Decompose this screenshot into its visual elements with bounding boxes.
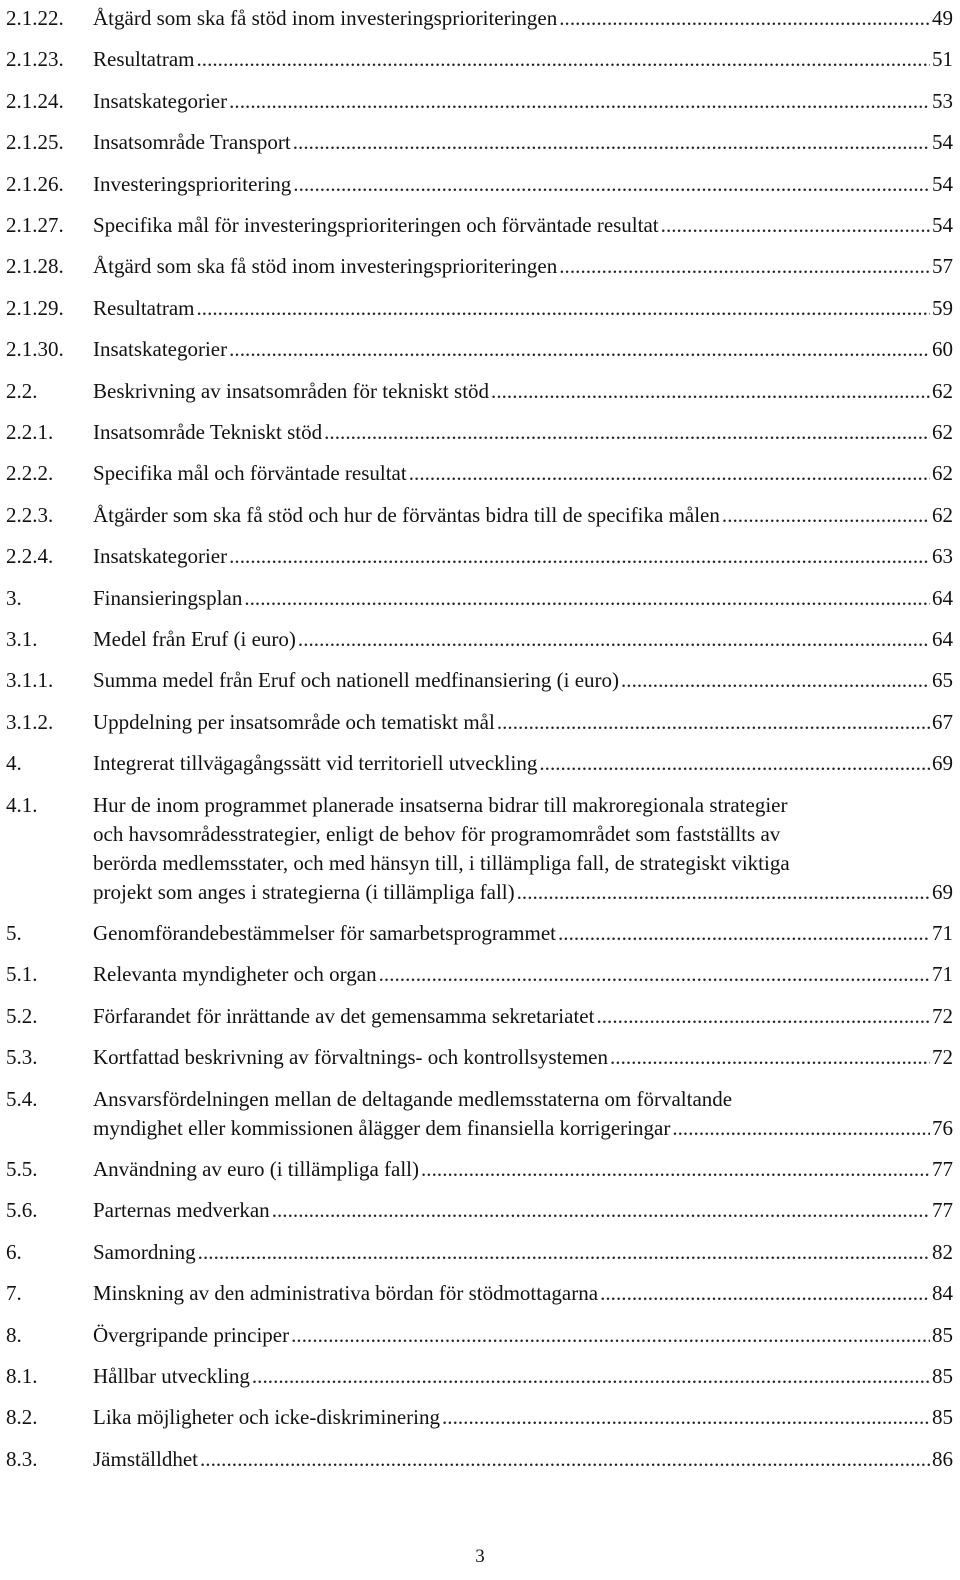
toc-entry-title: Minskning av den administrativa bördan för stödmottagarna xyxy=(93,1281,599,1306)
toc-entry-number: 2.2. xyxy=(6,378,38,403)
toc-entry-page: 54 xyxy=(932,130,953,155)
dot-leader xyxy=(672,1114,930,1143)
toc-entry-body xyxy=(93,45,953,74)
toc-entry-number: 5.3. xyxy=(6,1045,38,1070)
toc-entry-number: 5.6. xyxy=(6,1198,38,1223)
toc-entry-title: Uppdelning per insatsområde och tematiskt mål xyxy=(93,709,495,734)
toc-entry-page: 72 xyxy=(932,1003,953,1028)
toc-entry-page: 53 xyxy=(932,88,953,113)
toc-entry-body xyxy=(93,1403,953,1432)
toc-entry-page: 77 xyxy=(932,1198,953,1223)
toc-entry-title: Insatskategorier xyxy=(93,337,228,362)
toc-entry-page: 65 xyxy=(932,668,953,693)
dot-leader xyxy=(229,87,930,116)
toc-entry-number: 8.2. xyxy=(6,1405,38,1430)
toc-entry-body xyxy=(93,1085,953,1143)
toc-entry-title: Kortfattad beskrivning av förvaltnings- och kontrollsystemen xyxy=(93,1045,608,1070)
page-number: 3 xyxy=(475,1546,485,1567)
toc-entry-title: Åtgärd som ska få stöd inom investeringsprioriteringen xyxy=(93,6,558,30)
dot-leader xyxy=(497,708,930,737)
toc-entry-body xyxy=(93,1002,953,1031)
dot-leader xyxy=(559,252,930,281)
toc-entry-body xyxy=(93,128,953,157)
toc-entry-page: 77 xyxy=(932,1157,953,1181)
toc-entry-number: 2.2.1. xyxy=(6,420,54,444)
toc-entry-number: 5.5. xyxy=(6,1157,38,1181)
toc-entry-number: 3.1.2. xyxy=(6,709,54,734)
toc-entry-number: 3.1. xyxy=(6,627,38,651)
dot-leader xyxy=(198,1238,930,1267)
toc-entry-body xyxy=(93,1321,953,1350)
toc-entry-number: 2.1.26. xyxy=(6,171,64,196)
toc-entry-title: Insatsområde Tekniskt stöd xyxy=(93,420,323,444)
toc-entry-number: 2.2.2. xyxy=(6,461,54,486)
dot-leader xyxy=(539,749,930,778)
toc-entry-page: 69 xyxy=(932,751,953,776)
toc-entry-number: 8.3. xyxy=(6,1446,38,1471)
toc-entry-body xyxy=(93,749,953,778)
dot-leader xyxy=(293,170,930,199)
toc-entry-title: Insatsområde Transport xyxy=(93,130,291,155)
toc-entry-title: Resultatram xyxy=(93,295,195,320)
toc-entry-number: 2.1.29. xyxy=(6,295,64,320)
toc-entry-body xyxy=(93,919,953,948)
toc-entry-number: 5.1. xyxy=(6,962,38,987)
toc-entry-title: Användning av euro (i tillämpliga fall) xyxy=(93,1157,419,1181)
dot-leader xyxy=(621,666,930,695)
toc-entry-number: 2.2.3. xyxy=(6,502,54,527)
toc-entry-page: 85 xyxy=(932,1405,953,1430)
toc-entry-page: 84 xyxy=(932,1281,953,1306)
dot-leader xyxy=(610,1043,930,1072)
toc-entry-body xyxy=(93,666,953,695)
toc-entry-page: 64 xyxy=(932,585,953,610)
toc-entry-number: 2.1.25. xyxy=(6,130,64,155)
toc-entry-page: 85 xyxy=(932,1364,953,1388)
toc-entry-body xyxy=(93,252,953,281)
toc-entry-title: Integrerat tillvägagångssätt vid territoriell utveckling xyxy=(93,751,538,776)
dot-leader xyxy=(324,418,930,447)
toc-entry-number: 3.1.1. xyxy=(6,668,54,693)
toc-entry-page: 76 xyxy=(932,1115,953,1140)
toc-entry-title: Övergripande principer xyxy=(93,1322,290,1347)
toc-entry-body xyxy=(93,542,953,571)
toc-entry-title: berörda medlemsstater, och med hänsyn till, i tillämpliga fall, de strategiskt viktiga xyxy=(93,850,790,875)
toc-entry-number: 2.1.28. xyxy=(6,254,64,279)
toc-entry-number: 3. xyxy=(6,585,22,610)
dot-leader xyxy=(272,1196,930,1225)
toc-entry-body xyxy=(93,584,953,613)
toc-entry-title: Lika möjligheter och icke-diskriminering xyxy=(93,1405,440,1430)
toc-entry-body xyxy=(93,418,953,447)
toc-entry-number: 2.1.24. xyxy=(6,88,64,113)
toc-entry-title: Hållbar utveckling xyxy=(93,1364,250,1388)
toc-entry-body xyxy=(93,1279,953,1308)
toc-entry-page: 71 xyxy=(932,962,953,987)
dot-leader xyxy=(558,919,930,948)
dot-leader xyxy=(409,459,930,488)
dot-leader xyxy=(596,1002,930,1031)
toc-entry-number: 8. xyxy=(6,1322,22,1347)
dot-leader xyxy=(291,1321,930,1350)
dot-leader xyxy=(196,294,930,323)
toc-entry-number: 5.4. xyxy=(6,1086,38,1111)
toc-entry-body xyxy=(93,459,953,488)
dot-leader xyxy=(229,542,930,571)
toc-entry-number: 2.2.4. xyxy=(6,544,54,569)
toc-entry-body xyxy=(93,1362,953,1391)
toc-entry-body xyxy=(93,1196,953,1225)
toc-entry-page: 51 xyxy=(932,47,953,72)
toc-entry-body xyxy=(93,211,953,240)
toc-entry-body xyxy=(93,1155,953,1184)
toc-entry-body xyxy=(93,377,953,406)
dot-leader xyxy=(559,4,930,33)
dot-leader xyxy=(196,45,930,74)
dot-leader xyxy=(200,1445,930,1474)
toc-entry-title: Parternas medverkan xyxy=(93,1198,270,1223)
toc-entry-title: projekt som anges i strategierna (i tillämpliga fall) xyxy=(93,879,515,904)
toc-entry-number: 2.1.30. xyxy=(6,337,64,362)
toc-entry-number: 7. xyxy=(6,1281,22,1306)
toc-entry-body xyxy=(93,1238,953,1267)
toc-entry-title: Samordning xyxy=(93,1239,196,1264)
toc-entry-title: Ansvarsfördelningen mellan de deltagande medlemsstaterna om förvaltande xyxy=(93,1086,733,1111)
toc-entry-body xyxy=(93,1043,953,1072)
dot-leader xyxy=(600,1279,930,1308)
dot-leader xyxy=(491,377,930,406)
toc-entry-title: Beskrivning av insatsområden för tekniskt stöd xyxy=(93,378,490,403)
toc-entry-page: 54 xyxy=(932,171,953,196)
toc-entry-page: 72 xyxy=(932,1045,953,1070)
toc-entry-title: och havsområdesstrategier, enligt de behov för programområdet som fastställts av xyxy=(93,821,781,846)
toc-entry-page: 62 xyxy=(932,420,953,444)
toc-entry-page: 49 xyxy=(932,6,953,30)
toc-entry-number: 5. xyxy=(6,921,22,945)
toc-entry-title: Relevanta myndigheter och organ xyxy=(93,962,377,987)
dot-leader xyxy=(379,960,930,989)
toc-entry-page: 69 xyxy=(932,879,953,904)
toc-entry-page: 59 xyxy=(932,295,953,320)
toc-entry-body xyxy=(93,708,953,737)
toc-entry-body xyxy=(93,501,953,530)
toc-entry-title: Genomförandebestämmelser för samarbetsprogrammet xyxy=(93,921,556,945)
toc-entry-page: 60 xyxy=(932,337,953,362)
toc-entry-title: Förfarandet för inrättande av det gemensamma sekretariatet xyxy=(93,1003,595,1028)
dot-leader xyxy=(722,501,930,530)
toc-entry-title: Finansieringsplan xyxy=(93,585,243,610)
toc-entry-title: Medel från Eruf (i euro) xyxy=(93,627,296,651)
toc-entry-body xyxy=(93,170,953,199)
toc-entry-number: 6. xyxy=(6,1239,22,1264)
toc-entry-title: Insatskategorier xyxy=(93,544,228,569)
toc-entry-title: Specifika mål och förväntade resultat xyxy=(93,461,407,486)
dot-leader xyxy=(442,1403,930,1432)
toc-entry-body xyxy=(93,335,953,364)
toc-entry-title: Summa medel från Eruf och nationell medfinansiering (i euro) xyxy=(93,668,619,693)
toc-entry-page: 62 xyxy=(932,378,953,403)
toc-entry-page: 85 xyxy=(932,1322,953,1347)
toc-entry-number: 2.1.22. xyxy=(6,6,64,30)
toc-entry-page: 71 xyxy=(932,921,953,945)
dot-leader xyxy=(244,584,930,613)
toc-entry-body xyxy=(93,625,953,654)
dot-leader xyxy=(421,1155,930,1184)
toc-entry-title: Åtgärd som ska få stöd inom investeringsprioriteringen xyxy=(93,254,558,279)
toc-entry-title: Åtgärder som ska få stöd och hur de förväntas bidra till de specifika målen xyxy=(93,502,720,527)
toc-entry-title: Resultatram xyxy=(93,47,195,72)
toc-entry-page: 63 xyxy=(932,544,953,569)
dot-leader xyxy=(517,878,930,907)
toc-entry-body xyxy=(93,791,953,907)
dot-leader xyxy=(293,128,930,157)
toc-entry-page: 86 xyxy=(932,1446,953,1471)
toc-entry-title: Investeringsprioritering xyxy=(93,171,292,196)
toc-entry-page: 62 xyxy=(932,461,953,486)
toc-entry-page: 62 xyxy=(932,502,953,527)
toc-entry-body xyxy=(93,87,953,116)
dot-leader xyxy=(661,211,930,240)
toc-entry-page: 67 xyxy=(932,709,953,734)
toc-entry-title: myndighet eller kommissionen ålägger dem finansiella korrigeringar xyxy=(93,1115,671,1140)
toc-entry-number: 2.1.23. xyxy=(6,47,64,72)
dot-leader xyxy=(252,1362,930,1391)
toc-entry-title: Jämställdhet xyxy=(93,1446,198,1471)
toc-entry-page: 57 xyxy=(932,254,953,279)
toc-entry-body xyxy=(93,960,953,989)
toc-entry-number: 4. xyxy=(6,751,22,776)
toc-entry-number: 4.1. xyxy=(6,792,38,817)
toc-entry-body xyxy=(93,4,953,33)
toc-entry-body xyxy=(93,1445,953,1474)
toc-entry-number: 5.2. xyxy=(6,1003,38,1028)
toc-entry-page: 64 xyxy=(932,627,953,651)
toc-entry-page: 82 xyxy=(932,1239,953,1264)
toc-entry-page: 54 xyxy=(932,213,953,237)
toc-entry-title: Specifika mål för investeringsprioriteringen och förväntade resultat xyxy=(93,213,659,237)
dot-leader xyxy=(298,625,930,654)
toc-entry-number: 8.1. xyxy=(6,1364,38,1388)
toc-entry-body xyxy=(93,294,953,323)
toc-entry-title: Insatskategorier xyxy=(93,88,228,113)
toc-entry-title: Hur de inom programmet planerade insatserna bidrar till makroregionala strategier xyxy=(93,792,788,817)
toc-entry-number: 2.1.27. xyxy=(6,213,64,237)
dot-leader xyxy=(229,335,930,364)
